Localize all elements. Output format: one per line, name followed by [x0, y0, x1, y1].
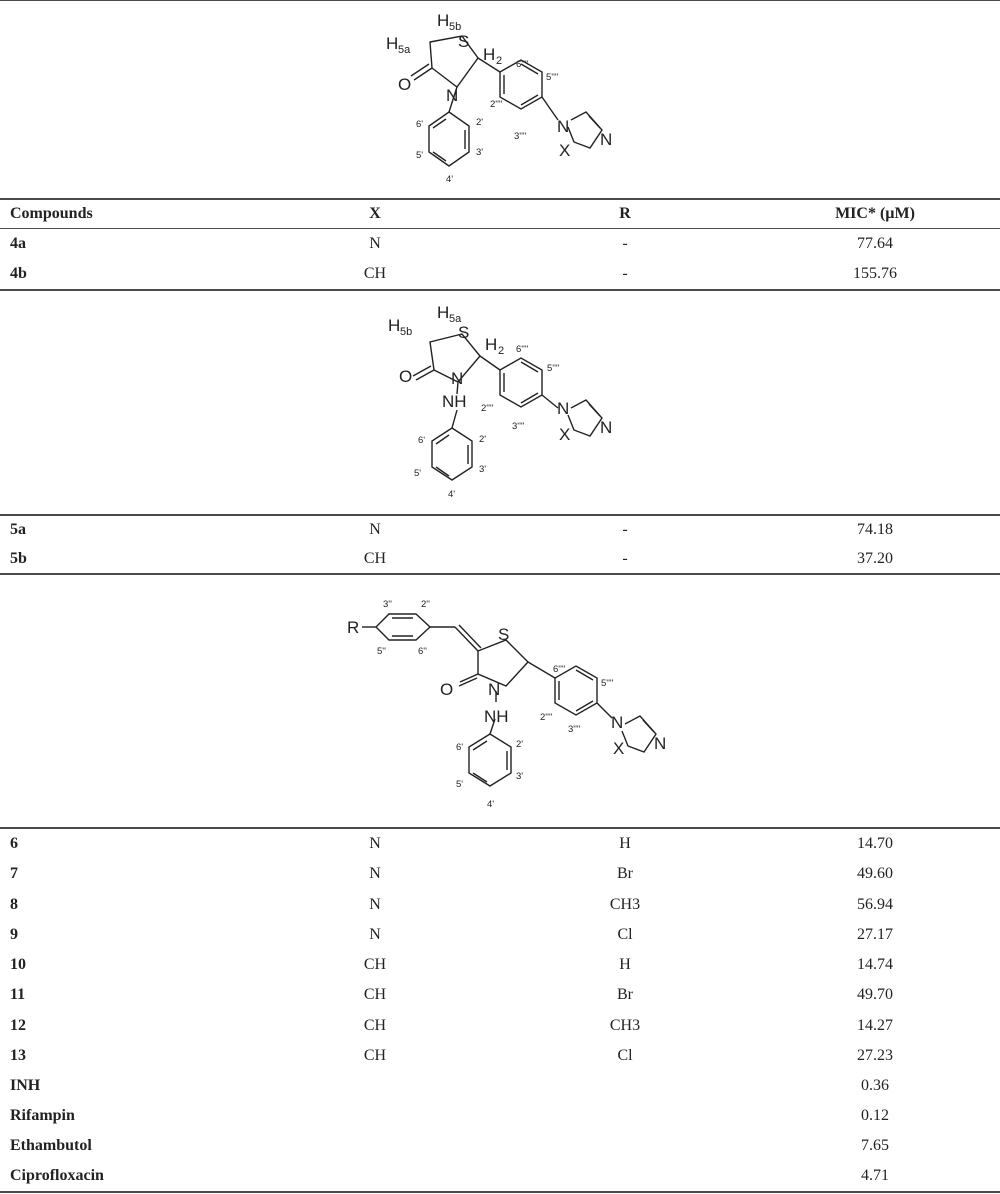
x-cell: CH: [363, 1017, 387, 1034]
r-cell: Cl: [617, 1047, 633, 1064]
svg-text:H: H: [437, 11, 450, 30]
svg-text:2': 2': [476, 117, 484, 128]
bottom-rule: [0, 1191, 1000, 1193]
mic-cell: 49.70: [857, 986, 893, 1003]
table-row: [0, 890, 1000, 920]
svg-text:5'': 5'': [377, 646, 386, 657]
x-cell: CH: [363, 1047, 387, 1064]
table-row: [0, 980, 1000, 1010]
svg-text:5b: 5b: [400, 326, 413, 338]
r-cell: CH3: [609, 896, 641, 913]
compound-cell: 5b: [10, 550, 27, 567]
svg-text:4': 4': [446, 174, 454, 185]
r-cell: H: [619, 956, 631, 973]
mic-cell: 77.64: [857, 235, 893, 252]
compound-cell: 13: [10, 1047, 26, 1064]
x-cell: N: [369, 521, 381, 538]
svg-text:O: O: [399, 367, 413, 386]
mic-cell: 74.18: [857, 521, 893, 538]
compound-cell: 4a: [10, 235, 26, 252]
table-row: [0, 1011, 1000, 1041]
svg-text:X: X: [559, 425, 571, 444]
table-row: [0, 544, 1000, 574]
svg-text:6'''': 6'''': [553, 664, 566, 675]
svg-text:5a: 5a: [449, 313, 462, 325]
svg-text:4': 4': [487, 799, 495, 810]
svg-text:5a: 5a: [398, 44, 411, 56]
svg-text:NH: NH: [442, 392, 467, 411]
svg-text:R: R: [347, 618, 360, 637]
table-row: [0, 859, 1000, 889]
r-cell: H: [619, 835, 631, 852]
svg-text:H: H: [485, 335, 498, 354]
structure-2-diagram: [0, 290, 1000, 514]
table-row: [0, 229, 1000, 259]
table-row: [0, 515, 1000, 545]
svg-text:H: H: [437, 303, 450, 322]
x-cell: N: [369, 865, 381, 882]
svg-text:2': 2': [479, 434, 487, 445]
r-column-header: R: [619, 205, 631, 222]
svg-text:6'''': 6'''': [516, 59, 529, 70]
x-cell: CH: [363, 956, 387, 973]
r-cell: -: [622, 265, 628, 282]
svg-text:6'': 6'': [418, 646, 427, 657]
table-row: [0, 950, 1000, 980]
svg-text:S: S: [498, 625, 510, 644]
mic-cell: 14.27: [857, 1017, 893, 1034]
svg-text:N: N: [600, 130, 613, 149]
svg-text:X: X: [613, 739, 625, 758]
svg-text:3'''': 3'''': [512, 421, 525, 432]
svg-text:6': 6': [416, 119, 424, 130]
mic-cell: 0.12: [861, 1107, 889, 1124]
svg-text:5': 5': [414, 468, 422, 479]
compound-cell: 7: [10, 865, 18, 882]
svg-text:N: N: [557, 399, 570, 418]
compound-cell: Ciprofloxacin: [10, 1167, 104, 1184]
svg-text:O: O: [440, 680, 454, 699]
x-column-header: X: [369, 205, 381, 222]
svg-text:2'''': 2'''': [481, 403, 494, 414]
x-cell: CH: [363, 986, 387, 1003]
svg-text:N: N: [446, 86, 459, 105]
svg-text:2: 2: [496, 55, 503, 67]
compound-cell: 12: [10, 1017, 26, 1034]
r-cell: Br: [617, 986, 633, 1003]
table-row: [0, 1161, 1000, 1191]
svg-text:3'''': 3'''': [568, 724, 581, 735]
table-row: [0, 259, 1000, 289]
compound-cell: Ethambutol: [10, 1137, 92, 1154]
r-cell: Br: [617, 865, 633, 882]
table-row: [0, 1101, 1000, 1131]
svg-text:N: N: [611, 713, 624, 732]
svg-text:N: N: [557, 117, 570, 136]
svg-text:N: N: [654, 734, 667, 753]
compound-cell: Rifampin: [10, 1107, 75, 1124]
table-row: [0, 829, 1000, 859]
r-cell: Cl: [617, 926, 633, 943]
x-cell: CH: [363, 265, 387, 282]
svg-text:2': 2': [516, 739, 524, 750]
svg-text:3': 3': [479, 464, 487, 475]
mic-cell: 56.94: [857, 896, 893, 913]
svg-text:6'''': 6'''': [516, 344, 529, 355]
svg-text:5': 5': [416, 150, 424, 161]
compound-cell: 11: [10, 986, 26, 1003]
r-cell: CH3: [609, 1017, 641, 1034]
svg-text:NH: NH: [484, 707, 509, 726]
x-cell: N: [369, 896, 381, 913]
mic-cell: 27.23: [857, 1047, 893, 1064]
svg-text:2'''': 2'''': [490, 99, 503, 110]
svg-text:N: N: [600, 418, 613, 437]
svg-text:3'''': 3'''': [514, 131, 527, 142]
svg-text:S: S: [458, 32, 470, 51]
svg-text:5'''': 5'''': [601, 678, 614, 689]
x-cell: N: [369, 926, 381, 943]
svg-text:3': 3': [516, 771, 524, 782]
mic-cell: 37.20: [857, 550, 893, 567]
table-row: [0, 1131, 1000, 1161]
svg-text:N: N: [488, 680, 501, 699]
mic-cell: 49.60: [857, 865, 893, 882]
svg-text:O: O: [398, 75, 412, 94]
r-cell: -: [622, 550, 628, 567]
mic-cell: 4.71: [861, 1167, 889, 1184]
svg-text:5'''': 5'''': [547, 363, 560, 374]
x-cell: N: [369, 235, 381, 252]
r-cell: -: [622, 521, 628, 538]
mic-column-header: MIC* (µM): [835, 205, 915, 222]
table-row: [0, 1071, 1000, 1101]
table-row: [0, 920, 1000, 950]
compound-cell: 10: [10, 956, 26, 973]
svg-text:4': 4': [448, 489, 456, 500]
compound-cell: 4b: [10, 265, 27, 282]
svg-text:6': 6': [418, 435, 426, 446]
mic-cell: 7.65: [861, 1137, 889, 1154]
compound-cell: INH: [10, 1077, 41, 1094]
svg-text:3'': 3'': [383, 599, 392, 610]
svg-text:2'': 2'': [421, 599, 430, 610]
svg-text:2: 2: [498, 345, 505, 357]
svg-text:S: S: [458, 323, 470, 342]
table-row: [0, 1041, 1000, 1071]
mic-cell: 155.76: [853, 265, 897, 282]
compounds-column-header: Compounds: [10, 205, 93, 222]
svg-text:5b: 5b: [449, 21, 462, 33]
compound-cell: 6: [10, 835, 18, 852]
structure-3-diagram: [0, 574, 1000, 827]
svg-text:H: H: [483, 45, 496, 64]
svg-text:3': 3': [476, 147, 484, 158]
mic-cell: 27.17: [857, 926, 893, 943]
compound-cell: 9: [10, 926, 18, 943]
mic-cell: 0.36: [861, 1077, 889, 1094]
structure-1-diagram: [0, 0, 1000, 198]
svg-text:X: X: [559, 141, 571, 160]
svg-text:H: H: [388, 316, 401, 335]
x-cell: N: [369, 835, 381, 852]
r-cell: -: [622, 235, 628, 252]
compound-cell: 8: [10, 896, 18, 913]
svg-text:5'''': 5'''': [546, 72, 559, 83]
mic-cell: 14.70: [857, 835, 893, 852]
compound-cell: 5a: [10, 521, 26, 538]
svg-text:N: N: [451, 369, 464, 388]
svg-text:5': 5': [456, 779, 464, 790]
svg-text:2'''': 2'''': [540, 712, 553, 723]
svg-text:H: H: [386, 34, 399, 53]
x-cell: CH: [363, 550, 387, 567]
mic-cell: 14.74: [857, 956, 893, 973]
table-header-row: [0, 199, 1000, 229]
svg-text:6': 6': [456, 742, 464, 753]
